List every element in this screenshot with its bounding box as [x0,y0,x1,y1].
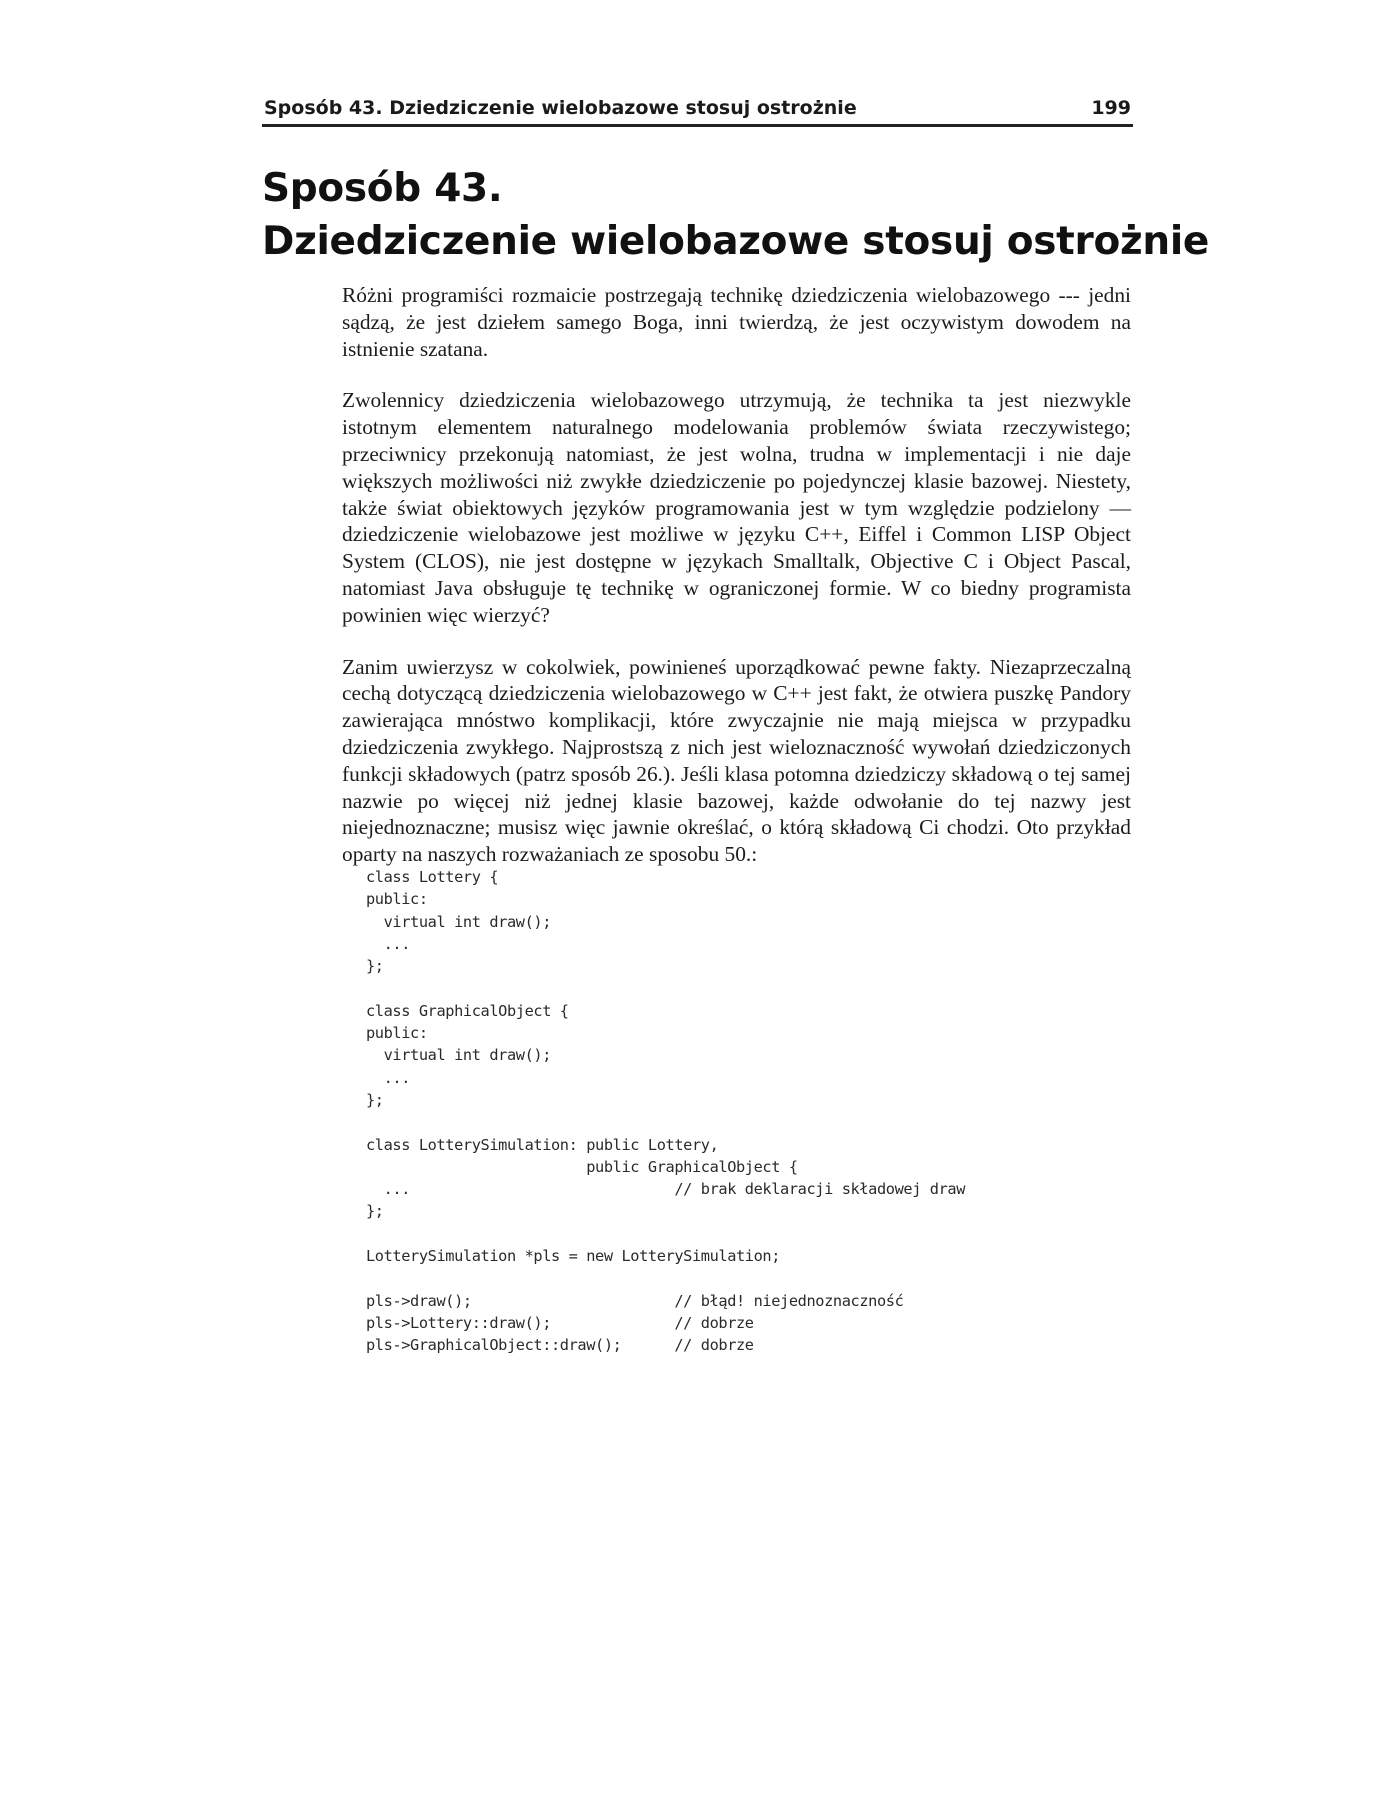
running-title: Sposób 43. Dziedziczenie wielobazowe stosuj ostrożnie [264,97,857,119]
chapter-title-line-1: Sposób 43. [262,166,503,211]
running-header [262,96,1133,127]
page-number: 199 [1091,97,1131,119]
paragraph-2: Zwolennicy dziedziczenia wielobazowego utrzymują, że technika ta jest niezwykle istotnym elementem naturalnego modelowania problemów świata rzeczywistego; przeciwnicy przekonują natomiast, że jest wolna, trudna w implementacji i nie daje większych możliwości niż zwykłe dziedziczenie po pojedynczej klasie bazowej. Niestety, także świat obiektowych języków programowania jest w tym względzie podzielony — dziedziczenie wielobazowe jest możliwe w języku C++, Eiffel i Common LISP Object System (CLOS), nie jest dostępne w językach Smalltalk, Objective C i Object Pascal, natomiast Java obsługuje tę technikę w ograniczonej formie. W co biedny programista powinien więc wierzyć? [342,388,1131,627]
code-listing: class Lottery { public: virtual int draw(); ... }; class GraphicalObject { public: virtual int draw(); ... }; class LotterySimulation: public Lottery, public GraphicalObject { ... // brak deklaracji składowej draw }; LotterySimulation *pls = new LotterySimulation; pls->draw(); // błąd! niejednoznaczność pls->Lottery::draw(); // dobrze pls->GraphicalObject::draw(); // dobrze [366,868,966,1355]
chapter-title [262,162,1210,268]
body-text [342,282,1131,893]
paragraph-3: Zanim uwierzysz w cokolwiek, powinieneś uporządkować pewne fakty. Niezaprzeczalną cechą dotyczącą dziedziczenia wielobazowego w C++ jest fakt, że otwiera puszkę Pandory zawierająca mnóstwo komplikacji, które zwyczajnie nie mają miejsca w przypadku dziedziczenia zwykłego. Najprostszą z nich jest wieloznaczność wywołań dziedziczonych funkcji składowych (patrz sposób 26.). Jeśli klasa potomna dziedziczy składową o tej samej nazwie po więcej niż jednej klasie bazowej, każde odwołanie do tej nazwy jest niejednoznaczne; musisz więc jawnie określać, o którą składową Ci chodzi. Oto przykład oparty na naszych rozważaniach ze sposobu 50.: [342,654,1131,867]
chapter-title-line-2: Dziedziczenie wielobazowe stosuj ostrożnie [262,219,1210,264]
paragraph-1: Różni programiści rozmaicie postrzegają technikę dziedziczenia wielobazowego --- jedni sądzą, że jest dziełem samego Boga, inni twierdzą, że jest oczywistym dowodem na istnienie szatana. [342,283,1131,361]
